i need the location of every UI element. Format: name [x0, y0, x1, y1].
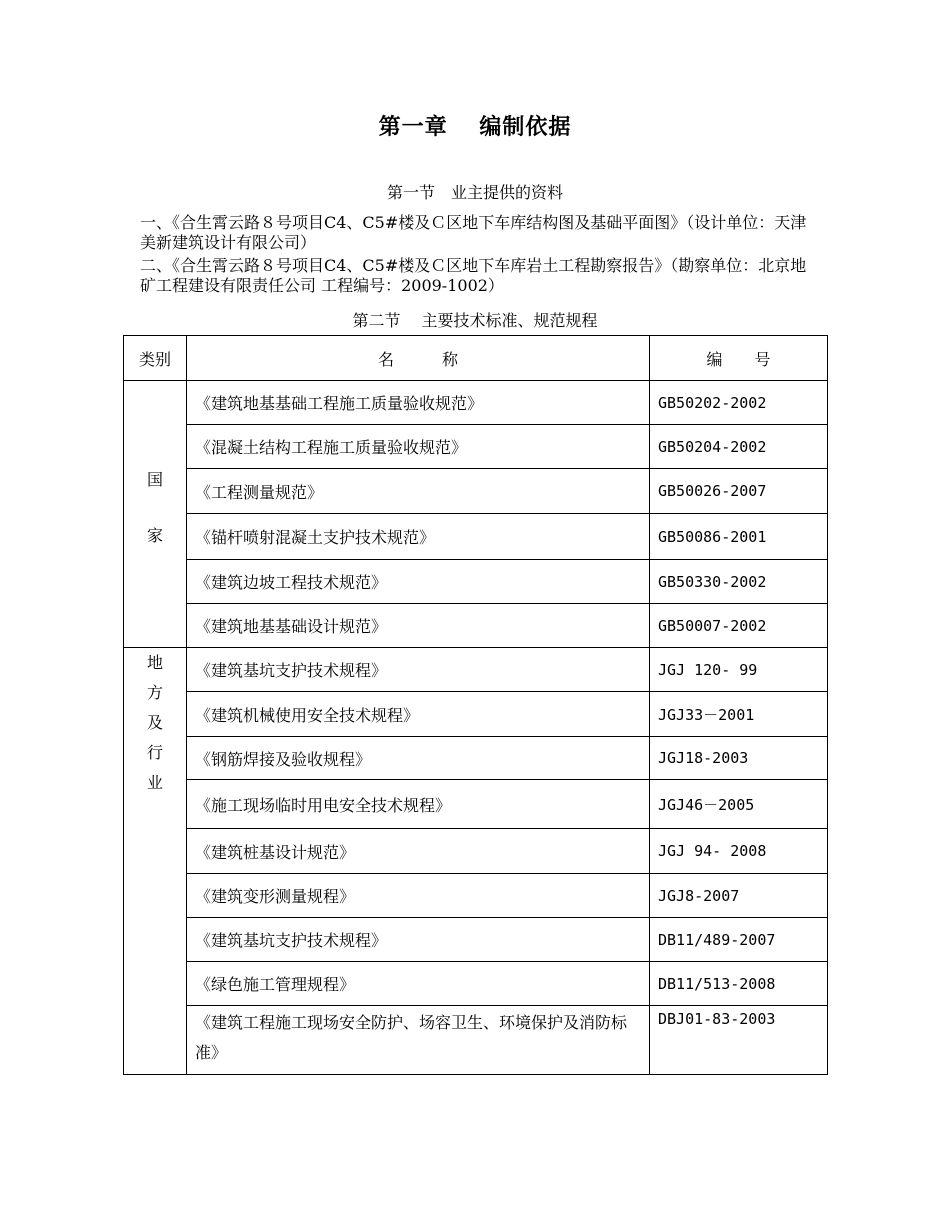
paragraph-2: 二、《合生霄云路８号项目C4、C5#楼及Ｃ区地下车库岩土工程勘察报告》（勘察单位：北京地矿工程建设有限责任公司 工程编号：2009-1002）	[140, 256, 807, 295]
table-row	[124, 829, 828, 874]
standard-name: 《绿色施工管理规程》	[187, 962, 650, 1006]
table-row	[124, 1006, 828, 1075]
standard-code: DB11/513-2008	[650, 962, 828, 1006]
standard-name: 《建筑地基基础设计规范》	[187, 604, 650, 648]
standard-code: JGJ18-2003	[650, 737, 828, 780]
standard-name: 《混凝土结构工程施工质量验收规范》	[187, 425, 650, 469]
page-title: 第一章 编制依据	[378, 115, 572, 140]
section2-title: 第二节 主要技术标准、规范规程	[352, 311, 598, 330]
category-char: 行	[146, 743, 163, 762]
standard-code: GB50026-2007	[650, 469, 828, 514]
standard-name: 《工程测量规范》	[187, 469, 650, 514]
table-row	[124, 692, 828, 737]
table-row	[124, 514, 828, 560]
standard-code: GB50086-2001	[650, 514, 828, 560]
standard-code: JGJ46－2005	[650, 780, 828, 829]
standard-name: 《建筑桩基设计规范》	[187, 829, 650, 874]
category-char: 及	[146, 713, 163, 732]
standard-name: 《建筑变形测量规程》	[187, 874, 650, 918]
standard-name: 《建筑基坑支护技术规程》	[187, 648, 650, 692]
table-row	[124, 648, 828, 692]
standard-name: 《钢筋焊接及验收规程》	[187, 737, 650, 780]
standard-name: 《建筑边坡工程技术规范》	[187, 560, 650, 604]
header-name: 名 称	[187, 336, 650, 381]
table-row	[124, 780, 828, 829]
paragraph-1: 一、《合生霄云路８号项目C4、C5#楼及Ｃ区地下车库结构图及基础平面图》（设计单位：天津美新建筑设计有限公司）	[140, 213, 807, 252]
table-row	[124, 874, 828, 918]
standard-name: 《锚杆喷射混凝土支护技术规范》	[187, 514, 650, 560]
standard-name: 《建筑地基基础工程施工质量验收规范》	[187, 381, 650, 425]
standard-name: 《施工现场临时用电安全技术规程》	[187, 780, 650, 829]
standard-code: JGJ33－2001	[650, 692, 828, 737]
category-char: 地	[146, 653, 163, 672]
standards-table	[123, 335, 828, 1075]
table-row	[124, 469, 828, 514]
standard-code: JGJ 120- 99	[650, 648, 828, 692]
standard-code: JGJ 94- 2008	[650, 829, 828, 874]
table-header-row	[124, 336, 828, 381]
table-row	[124, 381, 828, 425]
table-row	[124, 737, 828, 780]
standard-name: 《建筑工程施工现场安全防护、场容卫生、环境保护及消防标准》	[187, 1006, 650, 1075]
standard-code: GB50007-2002	[650, 604, 828, 648]
section1-title: 第一节 业主提供的资料	[386, 183, 563, 202]
table-row	[124, 560, 828, 604]
standard-code: JGJ8-2007	[650, 874, 828, 918]
category-char: 家	[146, 526, 163, 545]
standard-code: DB11/489-2007	[650, 918, 828, 962]
standard-code: GB50330-2002	[650, 560, 828, 604]
table-row	[124, 918, 828, 962]
standard-code: GB50202-2002	[650, 381, 828, 425]
category-cell-national	[124, 381, 187, 648]
standard-code: DBJ01-83-2003	[650, 1006, 828, 1075]
category-char: 国	[146, 470, 163, 489]
header-category: 类别	[124, 336, 187, 381]
standard-name: 《建筑基坑支护技术规程》	[187, 918, 650, 962]
category-cell-local-industry	[124, 648, 187, 1075]
standard-name: 《建筑机械使用安全技术规程》	[187, 692, 650, 737]
category-char: 业	[146, 773, 163, 792]
category-char: 方	[146, 683, 163, 702]
standard-code: GB50204-2002	[650, 425, 828, 469]
table-row	[124, 604, 828, 648]
table-row	[124, 962, 828, 1006]
header-code: 编 号	[650, 336, 828, 381]
table-row	[124, 425, 828, 469]
